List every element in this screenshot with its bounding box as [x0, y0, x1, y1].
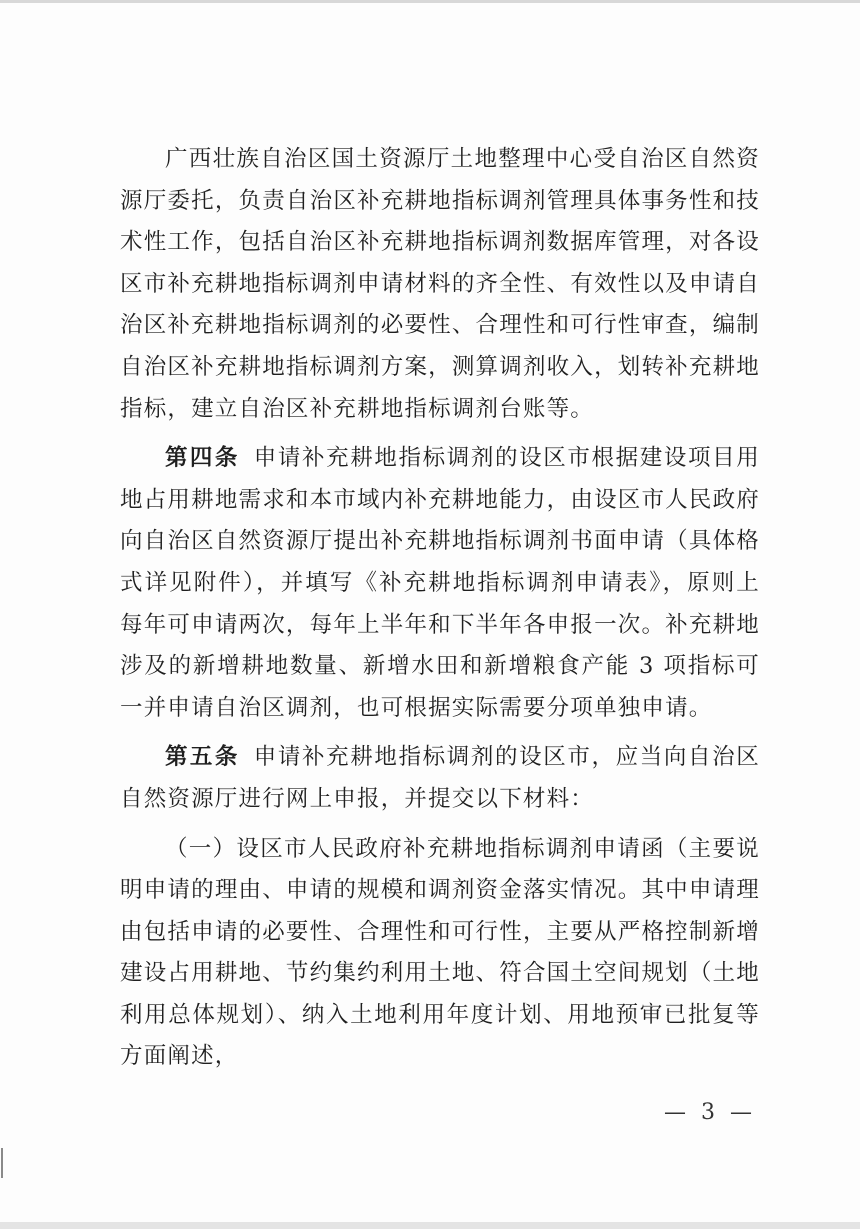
scan-left-mark: [1, 1148, 3, 1178]
scan-bottom-edge: [0, 1222, 860, 1229]
paragraph-item-1: [120, 829, 760, 1079]
paragraph-text: 申请补充耕地指标调剂的设区市，应当向自治区自然资源厅进行网上申报，并提交以下材料：: [120, 744, 760, 812]
page-number: — 3 —: [664, 1100, 756, 1125]
paragraph-article-5: [120, 737, 760, 820]
article-heading: 第四条: [165, 445, 240, 472]
article-heading: 第五条: [165, 744, 240, 771]
paragraph-text: 申请补充耕地指标调剂的设区市根据建设项目用地占用耕地需求和本市域内补充耕地能力，由设区市人民政府向自治区自然资源厅提出补充耕地指标调剂书面申请（具体格式详见附件），并填写《补充耕地指标调剂申请表》，原则上每年可申请两次，每年上半年和下半年各申报一次。补充耕地涉及的新增耕地数量、新增水田和新增粮食产能 3 项指标可一并申请自治区调剂，也可根据实际需要分项单独申请。: [120, 445, 760, 721]
paragraph-intro: [120, 139, 760, 430]
scan-top-edge: [0, 0, 860, 3]
paragraph-text: 广西壮族自治区国土资源厅土地整理中心受自治区自然资源厅委托，负责自治区补充耕地指标调剂管理具体事务性和技术性工作，包括自治区补充耕地指标调剂数据库管理，对各设区市补充耕地指标调剂申请材料的齐全性、有效性以及申请自治区补充耕地指标调剂的必要性、合理性和可行性审查，编制自治区补充耕地指标调剂方案，测算调剂收入，划转补充耕地指标，建立自治区补充耕地指标调剂台账等。: [120, 146, 760, 422]
paragraph-article-4: [120, 438, 760, 729]
paragraph-text: （一）设区市人民政府补充耕地指标调剂申请函（主要说明申请的理由、申请的规模和调剂资金落实情况。其中申请理由包括申请的必要性、合理性和可行性，主要从严格控制新增建设占用耕地、节约集约利用土地、符合国土空间规划（土地利用总体规划）、纳入土地利用年度计划、用地预审已批复等方面阐述，: [120, 835, 760, 1070]
document-body: [120, 139, 760, 1086]
